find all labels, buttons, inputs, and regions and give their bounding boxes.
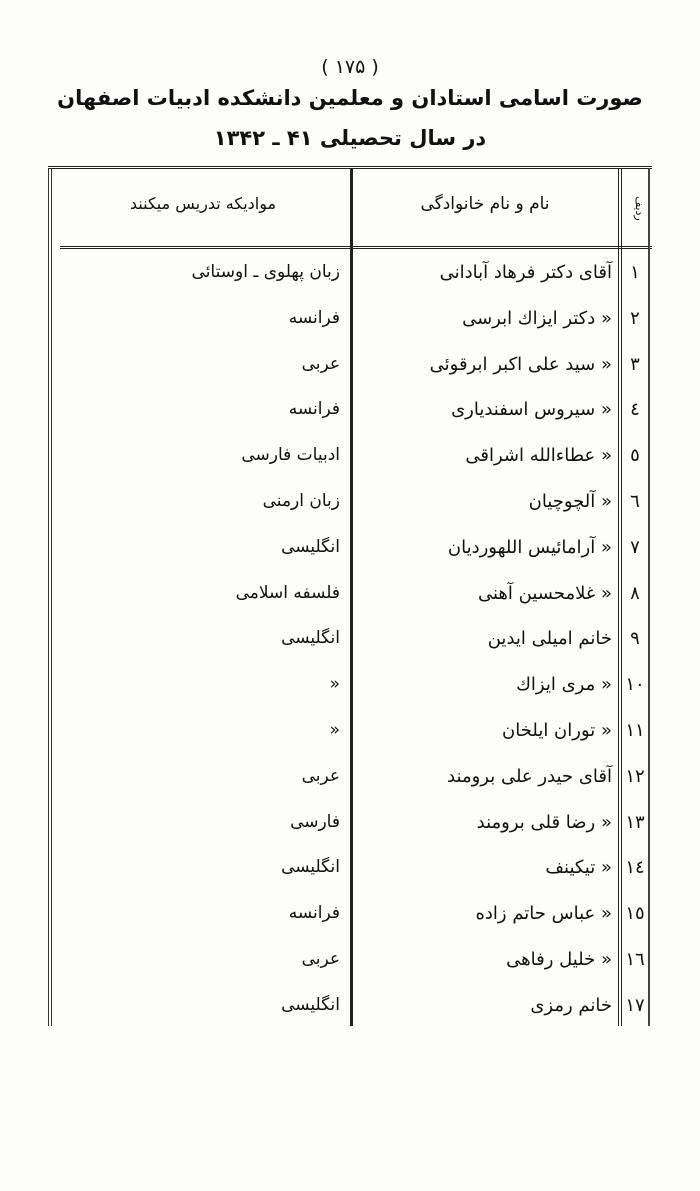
row-number: ۲ <box>630 307 640 329</box>
subject: انگلیسی <box>281 628 340 649</box>
table-row <box>48 987 652 1033</box>
table-header-rule <box>60 246 652 249</box>
subject: فرانسه <box>288 399 340 420</box>
teacher-name: « آلچوچیان <box>528 490 612 512</box>
table-row <box>48 895 652 941</box>
subject: زبان پهلوی ـ اوستائی <box>191 262 340 282</box>
table-row <box>48 483 652 529</box>
teacher-name: « عطاءالله اشراقی <box>465 445 612 467</box>
row-number: ۱۰ <box>625 674 645 696</box>
page-title: صورت اسامی استادان و معلمین دانشکده ادبیات اصفهان <box>57 86 643 110</box>
row-number: ٤ <box>630 399 640 421</box>
table-row <box>48 254 652 300</box>
teacher-name: « سیروس اسفندیاری <box>451 399 612 421</box>
subject: فلسفه اسلامی <box>235 582 340 603</box>
teacher-name: خانم امیلی ایدین <box>487 628 612 650</box>
table-row <box>48 346 652 392</box>
row-number: ۱٦ <box>625 948 645 970</box>
teacher-name: « سید علی اکبر ابرقوئی <box>429 353 612 375</box>
header-subjects: موادیکه تدریس میکنند <box>129 194 277 213</box>
subject: عربی <box>301 948 340 969</box>
table-row <box>48 300 652 346</box>
header-name: نام و نام خانوادگی <box>420 194 550 214</box>
header-row-number: ردیف <box>633 195 646 221</box>
table-row <box>48 941 652 987</box>
subject: « <box>329 719 340 740</box>
table-row <box>48 529 652 575</box>
subject: عربی <box>301 765 340 786</box>
page-number: ( ۱۷۵ ) <box>321 56 379 78</box>
teacher-name: « توران ایلخان <box>502 719 612 741</box>
subject: انگلیسی <box>281 994 340 1015</box>
table-row <box>48 758 652 804</box>
teacher-name: « دکتر ایزاك ابرسی <box>462 307 612 329</box>
teacher-name: « تیکینف <box>545 857 612 879</box>
row-number: ۳ <box>630 353 640 375</box>
subject: ادبیات فارسی <box>241 445 340 466</box>
page-subtitle: در سال تحصیلی ۴۱ ـ ۱۳۴۲ <box>213 126 487 150</box>
row-number: ۱٤ <box>625 857 645 879</box>
teacher-name: خانم رمزی <box>530 994 612 1016</box>
row-number: ۱۱ <box>625 719 645 741</box>
teacher-name: « خلیل رفاهی <box>506 948 612 970</box>
teacher-name: « رضا قلی برومند <box>476 811 612 833</box>
table-row <box>48 804 652 850</box>
row-number: ۸ <box>630 582 640 604</box>
subject: فرانسه <box>288 903 340 924</box>
table-row <box>48 666 652 712</box>
table-row <box>48 391 652 437</box>
table-row <box>48 575 652 621</box>
row-number: ۱٥ <box>625 903 645 925</box>
subject: انگلیسی <box>281 857 340 878</box>
subject: فرانسه <box>288 307 340 328</box>
table-body <box>48 254 652 1033</box>
table-row <box>48 849 652 895</box>
table-row <box>48 620 652 666</box>
teacher-name: آقای حیدر علی برومند <box>447 765 612 787</box>
subject: انگلیسی <box>281 536 340 557</box>
table-row <box>48 712 652 758</box>
row-number: ۱ <box>630 262 640 283</box>
faculty-table <box>48 166 652 1028</box>
row-number: ۱۷ <box>625 994 645 1016</box>
table-row <box>48 437 652 483</box>
teacher-name: « غلامحسین آهنی <box>478 582 612 604</box>
row-number: ٦ <box>630 490 640 512</box>
subject: فارسی <box>290 811 340 832</box>
teacher-name: « آرامائیس اللهوردیان <box>447 536 612 558</box>
subject: زبان ارمنی <box>262 490 340 511</box>
teacher-name: « عباس حاتم زاده <box>475 903 612 925</box>
teacher-name: « مری ایزاك <box>516 674 612 696</box>
teacher-name: آقای دکتر فرهاد آبادانی <box>439 262 612 283</box>
row-number: ۱۳ <box>625 811 645 833</box>
row-number: ٥ <box>630 445 640 467</box>
subject: عربی <box>301 353 340 374</box>
subject: « <box>329 674 340 695</box>
row-number: ۹ <box>630 628 640 650</box>
row-number: ۷ <box>630 536 640 558</box>
row-number: ۱۲ <box>625 765 645 787</box>
